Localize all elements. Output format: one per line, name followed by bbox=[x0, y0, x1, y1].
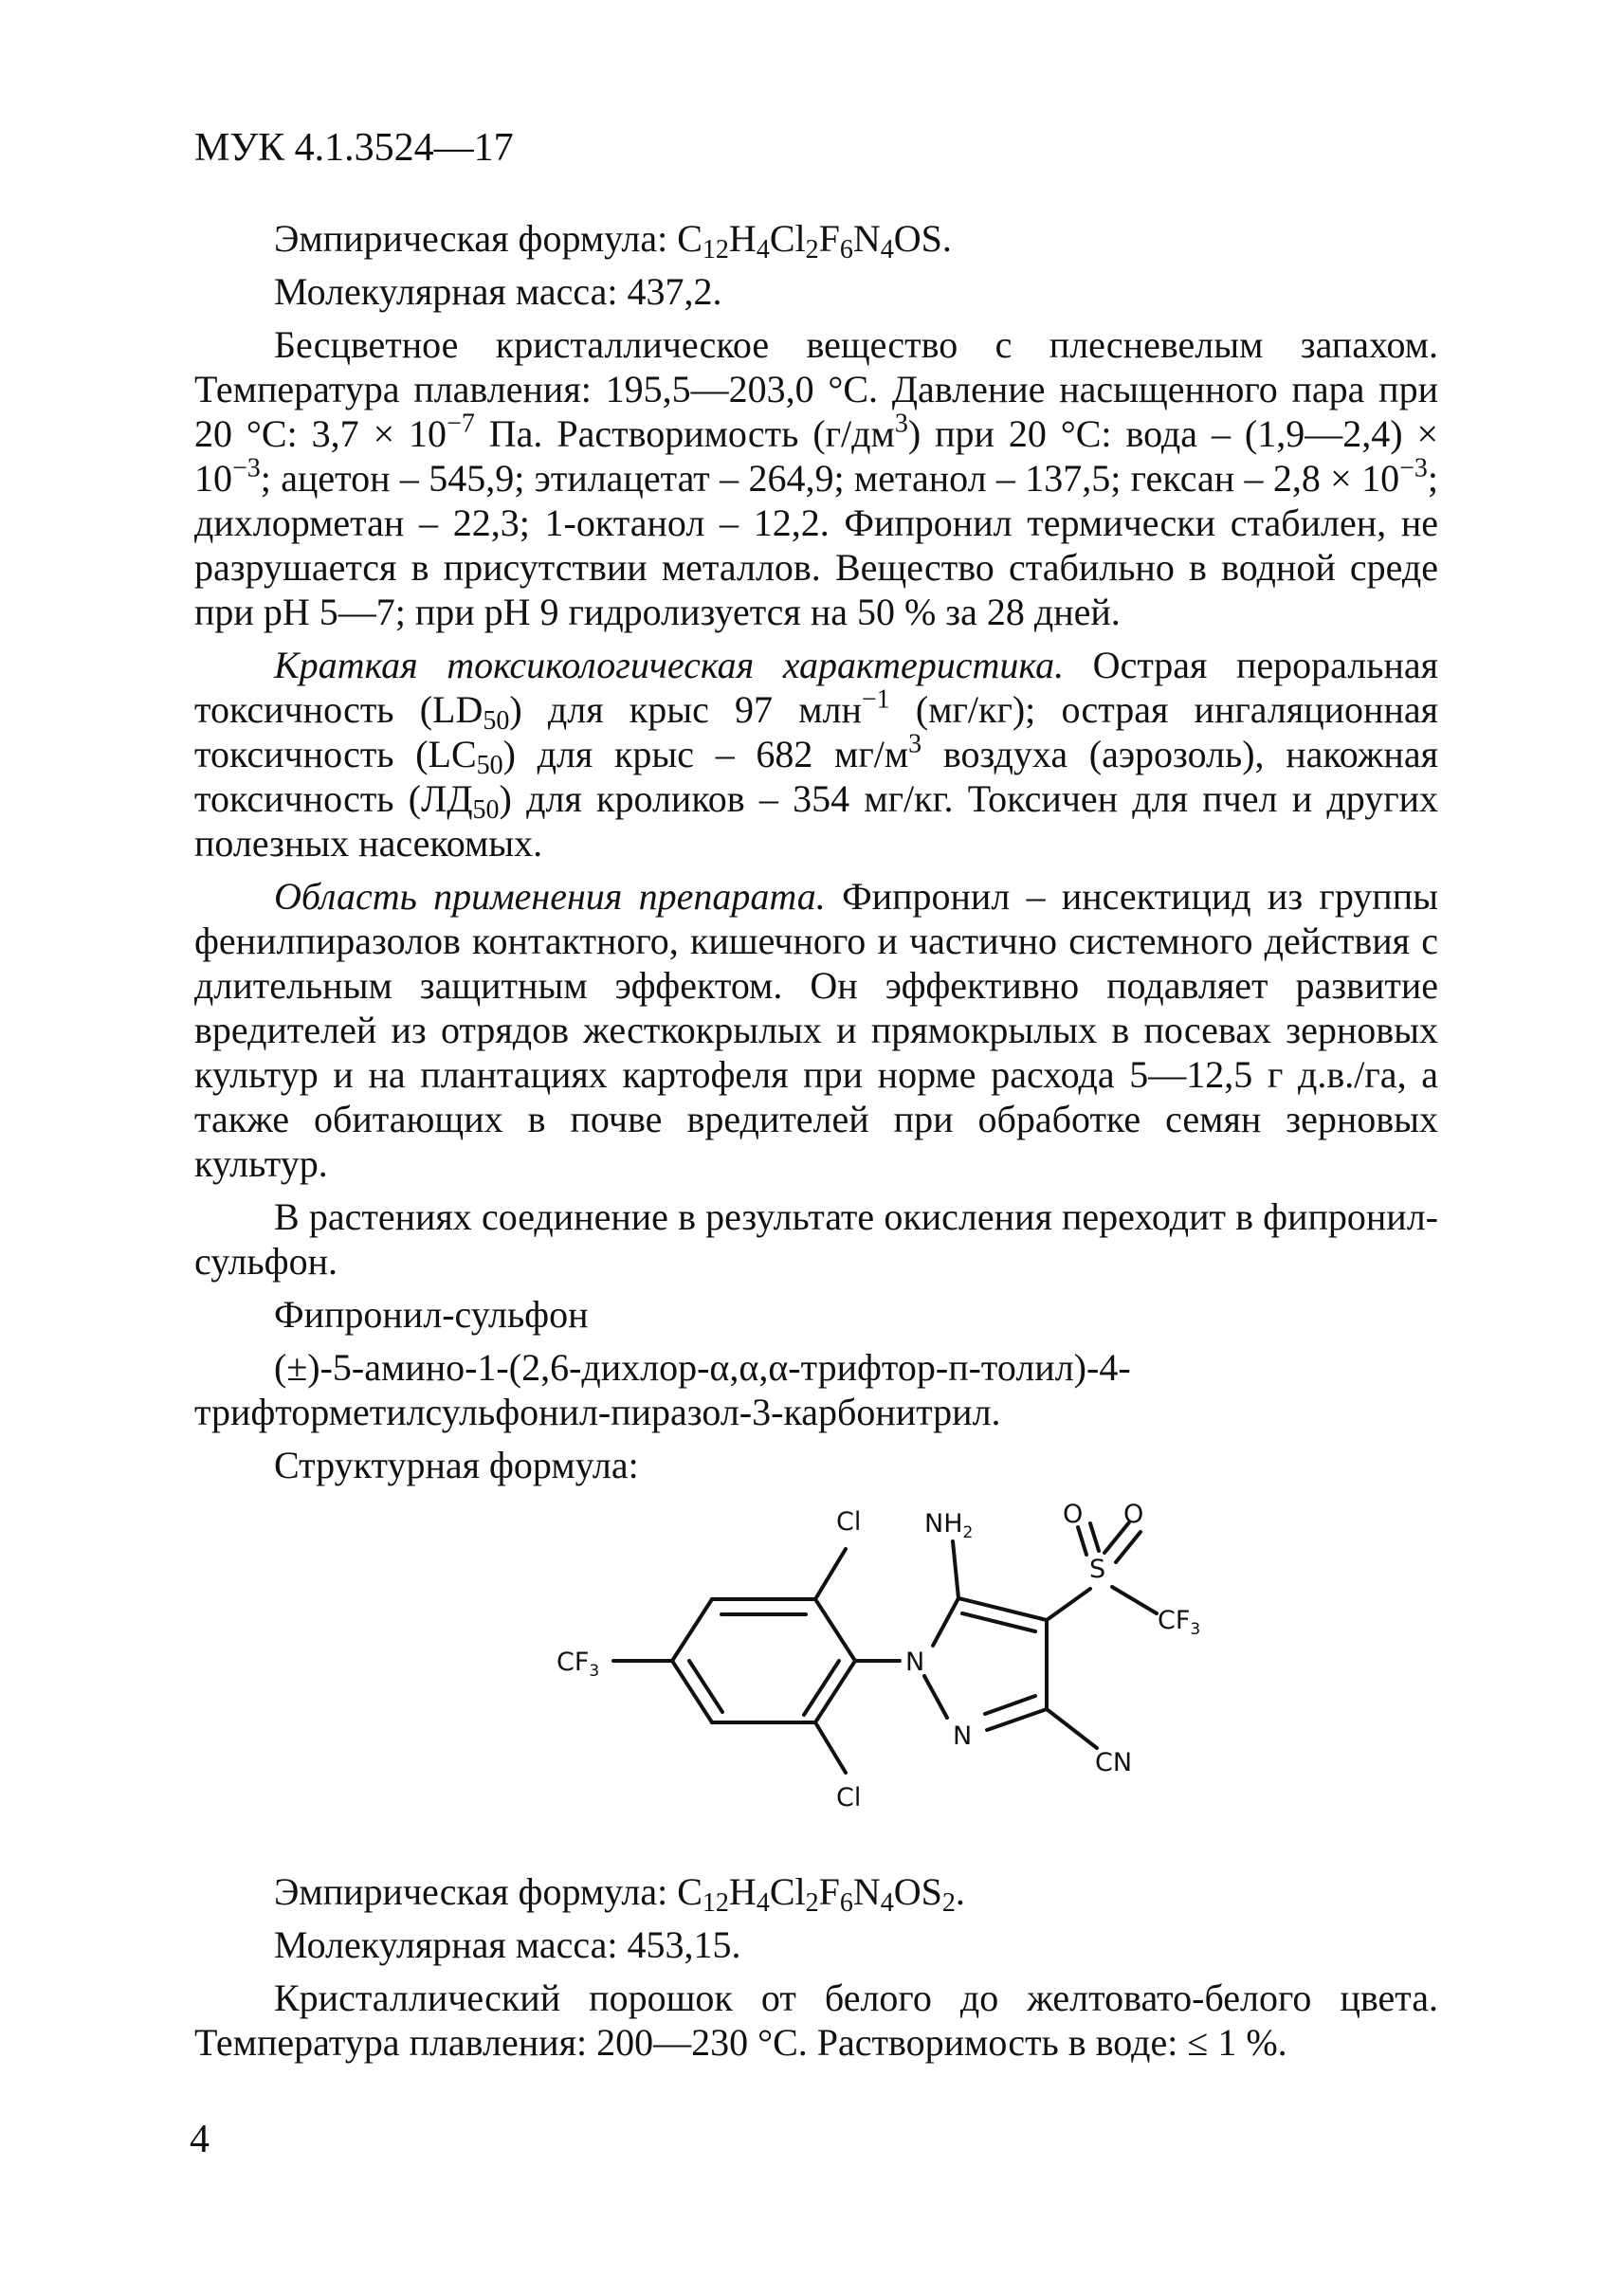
bond bbox=[933, 1598, 958, 1646]
bond-cn bbox=[1047, 1709, 1097, 1748]
structural-formula-diagram bbox=[194, 1496, 1438, 1866]
atom-label: Cl bbox=[836, 1783, 862, 1812]
bond-s bbox=[1047, 1589, 1090, 1620]
atom-label: $CF_3$ bbox=[557, 1648, 600, 1681]
atom-label: $CF_3$ bbox=[1158, 1606, 1201, 1639]
atom-label: Cl bbox=[836, 1507, 862, 1537]
bond bbox=[672, 1599, 712, 1661]
empirical-formula-fipronil: Эмпирическая формула: $C_{12}H_4Cl_2F_6N_4OS$. bbox=[274, 217, 952, 264]
bond-lines bbox=[613, 1522, 1157, 1773]
bond-so bbox=[1078, 1527, 1086, 1555]
atom-label: $NH_2$ bbox=[924, 1509, 974, 1542]
application-paragraph: Область применения препарата. Фипронил – инсектицид из группы фенилпиразолов контактного, кишечного и частично системного действия с длительным защитным эффектом. Он эффективно подавляет развитие вредителей из отрядов жесткокрылых и прямокрылых в посевах зерновых культур и на плантациях картофеля при норме расхода 5—12,5 г д.в./га, а также обитающих в почве вредителей при обработке семян зерновых культур. bbox=[194, 875, 1438, 1185]
atom-labels bbox=[557, 1500, 1200, 1812]
application-heading: Область применения препарата. bbox=[274, 875, 826, 918]
bond-s-cf3 bbox=[1112, 1587, 1157, 1613]
atom-label: N bbox=[905, 1648, 925, 1677]
structural-formula-label: Структурная формула: bbox=[274, 1444, 639, 1486]
toxicology-heading: Краткая токсикологическая характеристика. bbox=[274, 644, 1065, 686]
empirical-formula-sulfone: Эмпирическая формула: $C_{12}H_4Cl_2F_6N_4OS_2$. bbox=[274, 1870, 965, 1918]
bond-cl-top bbox=[815, 1549, 846, 1599]
molecular-mass-sulfone: Молекулярная масса: 453,15. bbox=[274, 1923, 741, 1966]
atom-label: O bbox=[1063, 1500, 1084, 1529]
atom-label: S bbox=[1089, 1555, 1106, 1584]
atom-label: CN bbox=[1095, 1748, 1133, 1777]
bond bbox=[815, 1599, 855, 1661]
bond-double bbox=[689, 1661, 722, 1712]
document-header: МУК 4.1.3524—17 bbox=[194, 126, 514, 170]
properties-paragraph: Бесцветное кристаллическое вещество с плесневелым запахом. Температура плавления: 195,5—203,0 °С. Давление насыщенного пара при 20 °С: $3,7 \times 10^{-7}$ Па. Растворимость $(г/дм^3)$ при 20 °С: вода – (1,9—2,4) × $10^{-3}$; ацетон – 545,9; этилацетат – 264,9; метанол – 137,5; гексан – $2,8 \times 10^{-3}$; дихлорметан – 22,3; 1-октанол – 12,2. Фипронил термически стабилен, не разрушается в присутствии металлов. Вещество стабильно в водной среде при рН 5—7; при рН 9 гидролизуется на 50 % за 28 дней. bbox=[194, 323, 1439, 633]
atom-label: N bbox=[953, 1721, 973, 1751]
toxicology-paragraph: Краткая токсикологическая характеристика. Острая пероральная токсичность $(LD_{50})$ для крыс 97 млн$^{-1}$ (мг/кг); острая ингаляционная токсичность $(LC_{50})$ для крыс – 682 $мг/м^3$ воздуха (аэрозоль), накожная токсичность $(ЛД_{50})$ для кроликов – 354 мг/кг. Токсичен для пчел и других полезных насекомых. bbox=[194, 644, 1439, 865]
bond-so bbox=[1090, 1523, 1099, 1551]
molecule-svg bbox=[194, 1496, 1438, 1866]
iupac-name: (±)-5-амино-1-(2,6-дихлор-α,α,α-трифтор-п-толил)-4- трифторметилсульфонил-пиразол-3-карбонитрил. bbox=[194, 1346, 1131, 1433]
bond bbox=[672, 1661, 712, 1722]
bond-cl-bottom bbox=[815, 1722, 846, 1773]
molecular-mass-fipronil: Молекулярная масса: 437,2. bbox=[274, 270, 722, 313]
sulfone-name: Фипронил-сульфон bbox=[274, 1293, 589, 1336]
atom-label: O bbox=[1123, 1500, 1144, 1529]
bond-double bbox=[804, 1661, 839, 1715]
bond-nh2 bbox=[953, 1541, 958, 1598]
plants-paragraph: В растениях соединение в результате окисления переходит в фипронил-сульфон. bbox=[194, 1195, 1438, 1283]
page-number: 4 bbox=[190, 2118, 210, 2161]
document-body bbox=[194, 216, 1438, 2073]
bond-double bbox=[985, 1696, 1035, 1714]
sulfone-properties: Кристаллический порошок от белого до желтовато-белого цвета. Температура плавления: 200—230 °С. Растворимость в воде: ≤ 1 %. bbox=[194, 1976, 1438, 2064]
bond bbox=[987, 1709, 1047, 1730]
bond bbox=[924, 1676, 947, 1718]
